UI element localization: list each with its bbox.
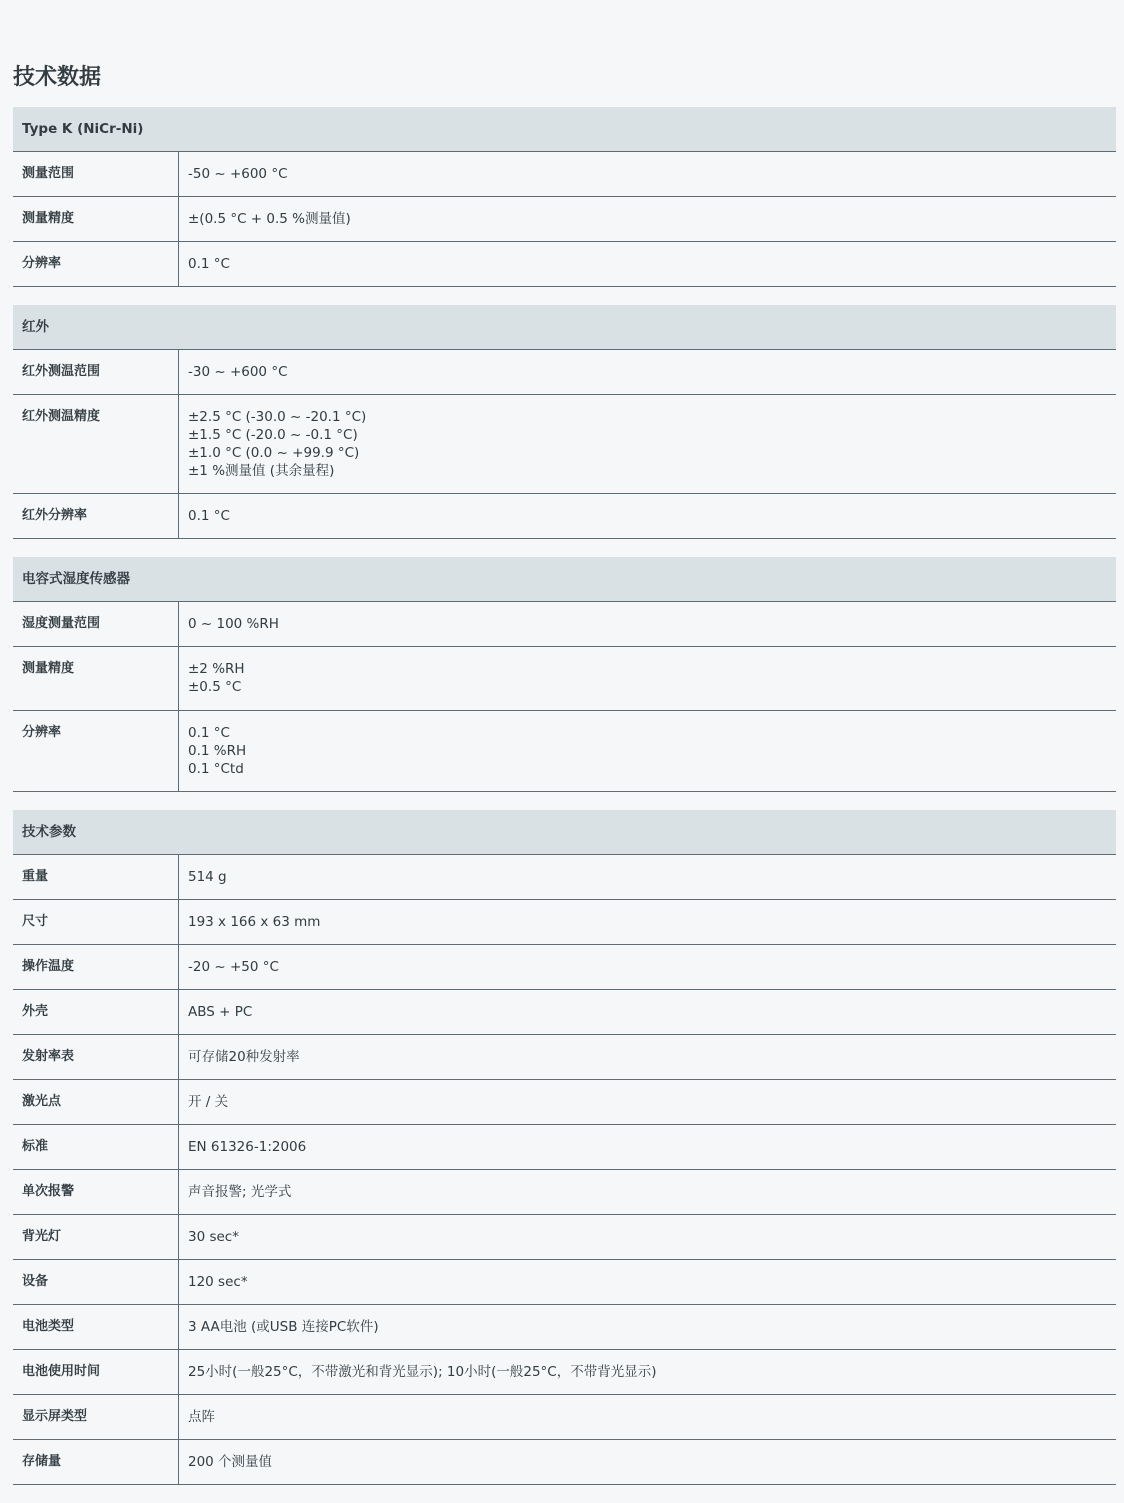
- value-line: ±2.5 °C (-30.0 ~ -20.1 °C): [188, 409, 367, 425]
- row-label: 分辨率: [13, 711, 179, 791]
- row-value: [179, 647, 1116, 710]
- table-row: [13, 1125, 1116, 1170]
- row-label: 红外测温精度: [13, 395, 179, 493]
- spec-section: [13, 810, 1116, 1485]
- section-header: 红外: [13, 305, 1116, 350]
- value-line: ±2 %RH: [188, 661, 245, 677]
- table-row: [13, 1395, 1116, 1440]
- table-row: [13, 855, 1116, 900]
- table-row: [13, 494, 1116, 539]
- table-row: [13, 647, 1116, 711]
- row-label: 测量精度: [13, 647, 179, 710]
- value-line: 声音报警; 光学式: [188, 1184, 292, 1200]
- row-value: [179, 990, 1116, 1034]
- tech-data-page: [13, 60, 1116, 1503]
- table-row: [13, 945, 1116, 990]
- table-row: [13, 242, 1116, 287]
- row-value: [179, 1305, 1116, 1349]
- table-row: [13, 1215, 1116, 1260]
- table-row: [13, 1260, 1116, 1305]
- value-line: 点阵: [188, 1409, 215, 1425]
- row-label: 电池类型: [13, 1305, 179, 1349]
- row-value: [179, 900, 1116, 944]
- row-label: 存储量: [13, 1440, 179, 1484]
- row-label: 测量范围: [13, 152, 179, 196]
- section-header: 电容式湿度传感器: [13, 557, 1116, 602]
- value-line: -20 ~ +50 °C: [188, 959, 279, 975]
- value-line: -50 ~ +600 °C: [188, 166, 288, 182]
- page-title: 技术数据: [13, 65, 102, 90]
- row-label: 操作温度: [13, 945, 179, 989]
- value-line: 25小时(一般25°C，不带激光和背光显示); 10小时(一般25°C，不带背光显示): [188, 1364, 657, 1380]
- row-value: [179, 350, 1116, 394]
- row-label: 背光灯: [13, 1215, 179, 1259]
- value-line: ±1.5 °C (-20.0 ~ -0.1 °C): [188, 427, 358, 443]
- table-row: [13, 711, 1116, 792]
- row-value: [179, 1350, 1116, 1394]
- table-row: [13, 350, 1116, 395]
- spec-section: [13, 557, 1116, 792]
- value-line: EN 61326-1:2006: [188, 1139, 307, 1155]
- table-row: [13, 395, 1116, 494]
- row-value: [179, 395, 1116, 493]
- row-label: 单次报警: [13, 1170, 179, 1214]
- row-value: [179, 494, 1116, 538]
- row-label: 电池使用时间: [13, 1350, 179, 1394]
- row-label: 设备: [13, 1260, 179, 1304]
- value-line: 0.1 °C: [188, 256, 230, 272]
- row-value: [179, 1215, 1116, 1259]
- row-value: [179, 1260, 1116, 1304]
- row-label: 激光点: [13, 1080, 179, 1124]
- table-row: [13, 900, 1116, 945]
- value-line: 200 个测量值: [188, 1454, 273, 1470]
- row-label: 测量精度: [13, 197, 179, 241]
- value-line: ±0.5 °C: [188, 679, 242, 695]
- row-label: 尺寸: [13, 900, 179, 944]
- value-line: 可存储20种发射率: [188, 1049, 300, 1065]
- value-line: 3 AA电池 (或USB 连接PC软件): [188, 1319, 379, 1335]
- row-label: 红外分辨率: [13, 494, 179, 538]
- row-value: [179, 1035, 1116, 1079]
- table-row: [13, 1035, 1116, 1080]
- value-line: ±1 %测量值 (其余量程): [188, 463, 335, 479]
- row-value: [179, 1440, 1116, 1484]
- value-line: 30 sec*: [188, 1229, 239, 1245]
- row-value: [179, 242, 1116, 286]
- row-label: 发射率表: [13, 1035, 179, 1079]
- value-line: 0 ~ 100 %RH: [188, 616, 279, 632]
- table-row: [13, 152, 1116, 197]
- table-row: [13, 1170, 1116, 1215]
- row-value: [179, 152, 1116, 196]
- row-value: [179, 711, 1116, 791]
- row-label: 湿度测量范围: [13, 602, 179, 646]
- row-label: 显示屏类型: [13, 1395, 179, 1439]
- value-line: 0.1 %RH: [188, 743, 247, 759]
- value-line: 514 g: [188, 869, 227, 885]
- value-line: 0.1 °C: [188, 508, 230, 524]
- row-value: [179, 945, 1116, 989]
- row-value: [179, 197, 1116, 241]
- table-row: [13, 197, 1116, 242]
- section-header: Type K (NiCr-Ni): [13, 107, 1116, 152]
- spec-section: [13, 107, 1116, 287]
- table-row: [13, 1305, 1116, 1350]
- row-label: 重量: [13, 855, 179, 899]
- row-label: 红外测温范围: [13, 350, 179, 394]
- row-value: [179, 1395, 1116, 1439]
- value-line: 120 sec*: [188, 1274, 248, 1290]
- row-label: 标准: [13, 1125, 179, 1169]
- value-line: 0.1 °C: [188, 725, 230, 741]
- table-row: [13, 1350, 1116, 1395]
- value-line: -30 ~ +600 °C: [188, 364, 288, 380]
- row-label: 外壳: [13, 990, 179, 1034]
- table-row: [13, 1080, 1116, 1125]
- spec-section: [13, 305, 1116, 539]
- table-row: [13, 990, 1116, 1035]
- row-value: [179, 1125, 1116, 1169]
- table-row: [13, 1440, 1116, 1485]
- value-line: ABS + PC: [188, 1004, 253, 1020]
- value-line: ±1.0 °C (0.0 ~ +99.9 °C): [188, 445, 360, 461]
- section-header: 技术参数: [13, 810, 1116, 855]
- value-line: 开 / 关: [188, 1094, 229, 1110]
- value-line: 0.1 °Ctd: [188, 761, 244, 777]
- table-row: [13, 602, 1116, 647]
- value-line: ±(0.5 °C + 0.5 %测量值): [188, 211, 351, 227]
- row-value: [179, 1170, 1116, 1214]
- spec-sections: [13, 107, 1116, 1485]
- value-line: 193 x 166 x 63 mm: [188, 914, 321, 930]
- row-value: [179, 1080, 1116, 1124]
- row-value: [179, 855, 1116, 899]
- row-label: 分辨率: [13, 242, 179, 286]
- row-value: [179, 602, 1116, 646]
